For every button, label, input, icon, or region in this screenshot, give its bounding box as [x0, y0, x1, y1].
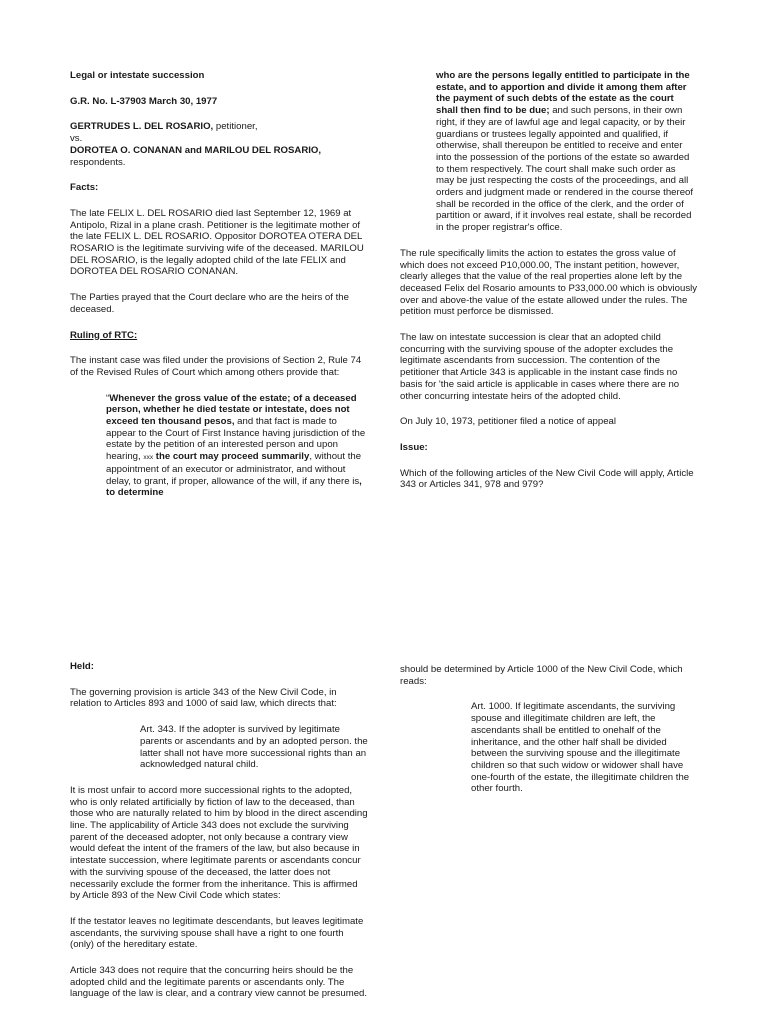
page2-left-column [70, 661, 368, 1014]
quote-bold-2: the court may proceed summarily [153, 451, 310, 463]
continuation-paragraph: should be determined by Article 1000 of the New Civil Code, which reads: [400, 664, 683, 687]
issue-heading: Issue: [400, 441, 428, 453]
respondent-names: DOROTEA O. CONANAN and MARILOU DEL ROSARIO, [70, 144, 322, 156]
held-heading: Held: [70, 661, 94, 672]
rtc-paragraph: The instant case was filed under the provisions of Section 2, Rule 74 of the Revised Rules of Court which among others provide that: [70, 355, 362, 378]
case-number: G.R. No. L-37903 March 30, 1977 [70, 95, 218, 107]
petitioner-name: GERTRUDES L. DEL ROSARIO, [70, 121, 214, 133]
page2-right-column [400, 664, 698, 809]
quote-bold-3: , to determine [106, 475, 362, 499]
quote-bold-1: Whenever the gross value of the estate; of a deceased person, whether he died testate or intestate, does not exceed ten thousand pesos, [106, 392, 357, 428]
rule-quote-continued [436, 70, 694, 234]
rule-quote [106, 393, 368, 499]
held-paragraph-1: The governing provision is article 343 of the New Civil Code, in relation to Articles 893 and 1000 of said law, which directs that: [70, 686, 337, 710]
page1-left-column [70, 70, 368, 513]
intestate-law-paragraph: The law on intestate succession is clear that an adopted child concurring with the surviving spouse of the adopter excludes the legitimate ascendants from succession. The contention of the petitioner that Article 343 is applicable in the instant case finds no basis for 'the said article is applicable in cases where there are no other concurring intestate heirs of the adopted child. [400, 332, 680, 402]
issue-paragraph: Which of the following articles of the New Civil Code will apply, Article 343 or Articles 341, 978 and 979? [400, 467, 694, 491]
quote-mark: “ [106, 392, 110, 404]
held-paragraph-2: It is most unfair to accord more successional rights to the adopted, who is only related artificially by fiction of law to the deceased, than those who are naturally related to him by blood in the direct ascending line. The applicability of Article 343 does not exclude the surviving parent of the deceased adopter, not only because a contrary view would defeat the intent of the framers of the law, but also because in intestate succession, where legitimate parents or ascendants concur with the surviving spouse of the deceased, the latter does not necessarily exclude the former from the inheritance. This is affirmed by Article 893 of the New Civil Code which states: [70, 784, 368, 902]
appeal-paragraph: On July 10, 1973, petitioner filed a notice of appeal [400, 416, 617, 428]
article-893-text: If the testator leaves no legitimate descendants, but leaves legitimate ascendants, the surviving spouse shall have a right to one fourth (only) of the hereditary estate. [70, 915, 364, 951]
quote-text-1: and that fact is made to appear to the Court of First Instance having jurisdiction of the estate by the petition of an interested person and upon hearing, [106, 416, 366, 463]
versus-label: vs. [70, 133, 83, 145]
respondent-role: respondents. [70, 156, 126, 168]
quote-ellipsis: xxx [143, 454, 154, 462]
rtc-heading: Ruling of RTC: [70, 329, 138, 341]
petitioner-role: petitioner, [213, 121, 258, 133]
rule-limit-paragraph: The rule specifically limits the action to estates the gross value of which does not exceed P10,000.00, The instant petition, however, clearly alleges that the value of the real properties alone left by the deceased Felix del Rosario amounts to P33,000.00 which is obviously over and above-the value of the estate allowed under the rules. The petition must perforce be dismissed. [400, 247, 698, 318]
article-1000-quote: Art. 1000. If legitimate ascendants, the surviving spouse and illegitimate children are left, the ascendants shall be entitled to onehalf of the inheritance, and the other half shall be divided between the surviving spouse and the illegitimate children so that such widow or widower shall have one-fourth of the estate, the illegitimate children the other fourth. [471, 701, 690, 795]
held-paragraph-3: Article 343 does not require that the concurring heirs should be the adopted child and the legitimate parents or ascendants only. The language of the law is clear, and a contrary view cannot be presumed. [70, 965, 368, 1000]
page1-right-column [400, 70, 698, 505]
facts-paragraph-1: The late FELIX L. DEL ROSARIO died last September 12, 1969 at Antipolo, Rizal in a plane crash. Petitioner is the legitimate mother of the late FELIX L. DEL ROSARIO. Oppositor DOROTEA OTERA DEL ROSARIO is the legitimate surviving wife of the deceased. MARILOU DEL ROSARIO, is the legally adopted child of the late FELIX and DOROTEA DEL ROSARIO CONANAN. [70, 207, 364, 278]
doc-heading: Legal or intestate succession [70, 70, 205, 81]
case-parties [70, 121, 368, 168]
quote-text-3: and such persons, in their own right, if they are of lawful age and legal capacity, or by their guardians or trustees legally appointed and qualified, if otherwise, shall thereupon be entitled to receive and enter into the possession of the portions of the estate so awarded to them respectively. The court shall make such order as may be just respecting the costs of the proceedings, and all orders and judgment made or rendered in the course thereof shall be recorded in the office of the clerk, and the order of partition or award, if it involves real estate, shall be recorded in the proper registrar's office. [436, 105, 694, 234]
quote-text-2: , without the appointment of an executor or administrator, and without delay, to grant, if proper, allowance of the will, if any there is [106, 451, 362, 487]
facts-paragraph-2: The Parties prayed that the Court declare who are the heirs of the deceased. [70, 292, 349, 315]
facts-heading: Facts: [70, 182, 99, 194]
article-343-quote: Art. 343. If the adopter is survived by legitimate parents or ascendants and by an adopted person. the latter shall not have more successional rights than an acknowledged natural child. [140, 724, 368, 771]
quote-bold-4: who are the persons legally entitled to participate in the estate, and to apportion and divide it among them after the payment of such debts of the estate as the court shall then find to be due; [436, 70, 690, 117]
